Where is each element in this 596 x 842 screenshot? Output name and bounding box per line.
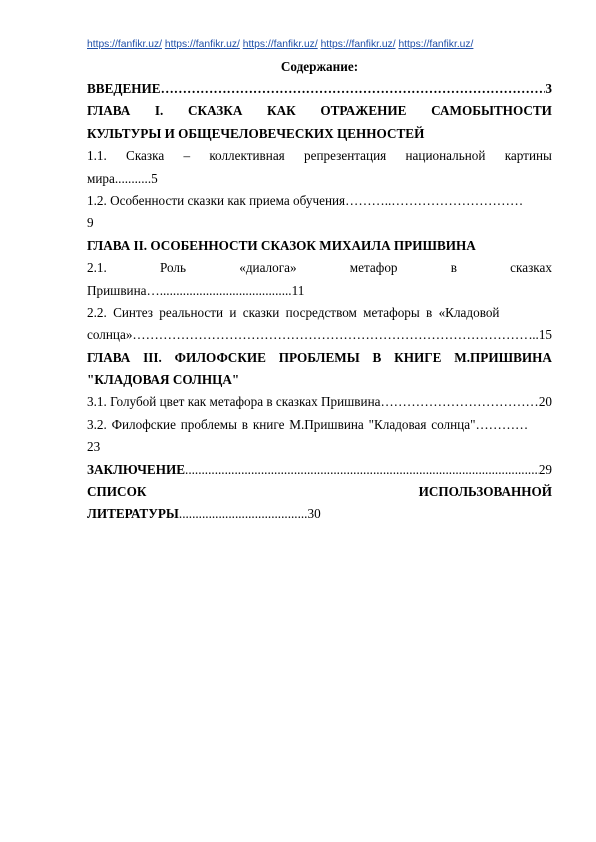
leader-dots: ....................................... bbox=[178, 506, 308, 522]
toc-page-number: 20 bbox=[538, 394, 552, 410]
toc-word: КНИГЕ bbox=[394, 349, 442, 365]
leader-dots: ……….. bbox=[345, 192, 392, 208]
toc-page-number: 3 bbox=[545, 81, 552, 96]
toc-word: национальной bbox=[405, 148, 486, 164]
toc-entry-references bbox=[87, 481, 552, 503]
toc-entry-chapter-3-line2 bbox=[87, 369, 552, 391]
toc-entry-label: 2.2. Синтез реальности и сказки посредством метафоры в «Кладовой bbox=[87, 304, 500, 320]
toc-entry-chapter-3 bbox=[87, 347, 552, 369]
toc-word: сказках bbox=[510, 260, 552, 276]
toc-word: М.ПРИШВИНА bbox=[454, 349, 552, 365]
toc-word: ИСПОЛЬЗОВАННОЙ bbox=[418, 484, 552, 500]
toc-word: ОТРАЖЕНИЕ bbox=[320, 103, 407, 119]
toc-page-number: 30 bbox=[307, 506, 321, 522]
leader-dots: ………………………… bbox=[391, 192, 524, 208]
toc-word: III. bbox=[143, 349, 162, 365]
toc-title: Содержание: bbox=[280, 59, 359, 74]
toc-word: – bbox=[183, 148, 191, 164]
toc-entry-label: КУЛЬТУРЫ И ОБЩЕЧЕЛОВЕЧЕСКИХ ЦЕННОСТЕЙ bbox=[87, 125, 425, 141]
leader-dots bbox=[380, 391, 538, 413]
toc-word: ПРОБЛЕМЫ bbox=[278, 349, 360, 365]
toc-entry-label: 3.1. Голубой цвет как метафора в сказках Пришвина bbox=[87, 394, 381, 410]
toc-entry-label: ГЛАВА II. ОСОБЕННОСТИ СКАЗОК МИХАИЛА ПРИШВИНА bbox=[87, 237, 476, 253]
toc-word: Сказка bbox=[126, 148, 165, 164]
toc-entry-label: ЛИТЕРАТУРЫ bbox=[87, 506, 179, 522]
toc-entry-3-2 bbox=[87, 414, 552, 436]
toc-page-number: ...15 bbox=[528, 327, 552, 343]
toc-word: метафор bbox=[349, 260, 398, 276]
toc-entry-label: Пришвина…........................................11 bbox=[87, 282, 305, 298]
toc-entry-1-1 bbox=[87, 145, 552, 167]
toc-entry-3-1 bbox=[87, 391, 552, 413]
site-link[interactable]: https://fanfikr.uz/ bbox=[398, 39, 474, 50]
toc-entry-2-2 bbox=[87, 302, 552, 324]
toc-page-number: 9 bbox=[87, 215, 94, 231]
toc-word: КАК bbox=[267, 103, 296, 119]
toc-word: I. bbox=[154, 103, 164, 119]
site-link[interactable]: https://fanfikr.uz/ bbox=[320, 39, 396, 50]
site-link[interactable]: https://fanfikr.uz/ bbox=[87, 39, 162, 50]
toc-word: В bbox=[372, 349, 382, 365]
header-links bbox=[87, 39, 557, 51]
toc-word: ГЛАВА bbox=[87, 103, 131, 119]
toc-entry-label: ЗАКЛЮЧЕНИЕ bbox=[87, 461, 186, 477]
toc-entry-label: 3.2. Филофские проблемы в книге М.Пришвина "Кладовая солнца" bbox=[87, 416, 476, 432]
toc-word: в bbox=[450, 260, 457, 276]
leader-dots bbox=[132, 324, 529, 346]
toc-word: СПИСОК bbox=[87, 484, 147, 500]
toc-page-number: 23 bbox=[87, 439, 101, 455]
toc-entry-1-1-line2 bbox=[87, 168, 552, 190]
toc-entry-2-1 bbox=[87, 257, 552, 279]
toc-word: «диалога» bbox=[239, 260, 297, 276]
toc-word: 2.1. bbox=[87, 260, 107, 276]
leader-dots bbox=[161, 78, 546, 100]
toc-word: Роль bbox=[159, 260, 187, 276]
toc-word: картины bbox=[504, 148, 552, 164]
site-link[interactable]: https://fanfikr.uz/ bbox=[242, 39, 318, 50]
toc-entry-2-2-line2 bbox=[87, 324, 552, 346]
toc-entry-label: солнца» bbox=[87, 327, 133, 343]
toc-entry-label: ВВЕДЕНИЕ bbox=[87, 81, 161, 96]
leader-dots: ………… bbox=[475, 416, 529, 432]
toc-page-number: 29 bbox=[538, 461, 552, 477]
toc-word: репрезентация bbox=[304, 148, 387, 164]
toc-entry-1-2 bbox=[87, 190, 552, 212]
toc-entry-chapter-1-line2 bbox=[87, 123, 552, 145]
toc-entry-chapter-1 bbox=[87, 100, 552, 122]
toc-entry-3-2-line2 bbox=[87, 436, 552, 458]
toc-word: ФИЛОФСКИЕ bbox=[174, 349, 266, 365]
toc-word: САМОБЫТНОСТИ bbox=[431, 103, 552, 119]
toc-entry-label: мира...........5 bbox=[87, 170, 158, 186]
toc-word: 1.1. bbox=[87, 148, 107, 164]
leader-dots bbox=[185, 459, 539, 481]
toc-entry-label: 1.2. Особенности сказки как приема обучения bbox=[87, 192, 346, 208]
toc-entry-intro bbox=[87, 78, 552, 100]
toc-entry-conclusion bbox=[87, 459, 552, 481]
toc-entry-2-1-line2 bbox=[87, 280, 552, 302]
toc-entry-label: "КЛАДОВАЯ СОЛНЦА" bbox=[87, 372, 240, 388]
site-link[interactable]: https://fanfikr.uz/ bbox=[164, 39, 240, 50]
toc-entry-1-2-line2 bbox=[87, 212, 552, 234]
toc-word: СКАЗКА bbox=[188, 103, 243, 119]
toc-word: ГЛАВА bbox=[87, 349, 131, 365]
toc-entry-references-line2 bbox=[87, 503, 552, 525]
toc-word: коллективная bbox=[209, 148, 285, 164]
toc-entry-chapter-2 bbox=[87, 235, 552, 257]
table-of-contents bbox=[87, 56, 552, 526]
